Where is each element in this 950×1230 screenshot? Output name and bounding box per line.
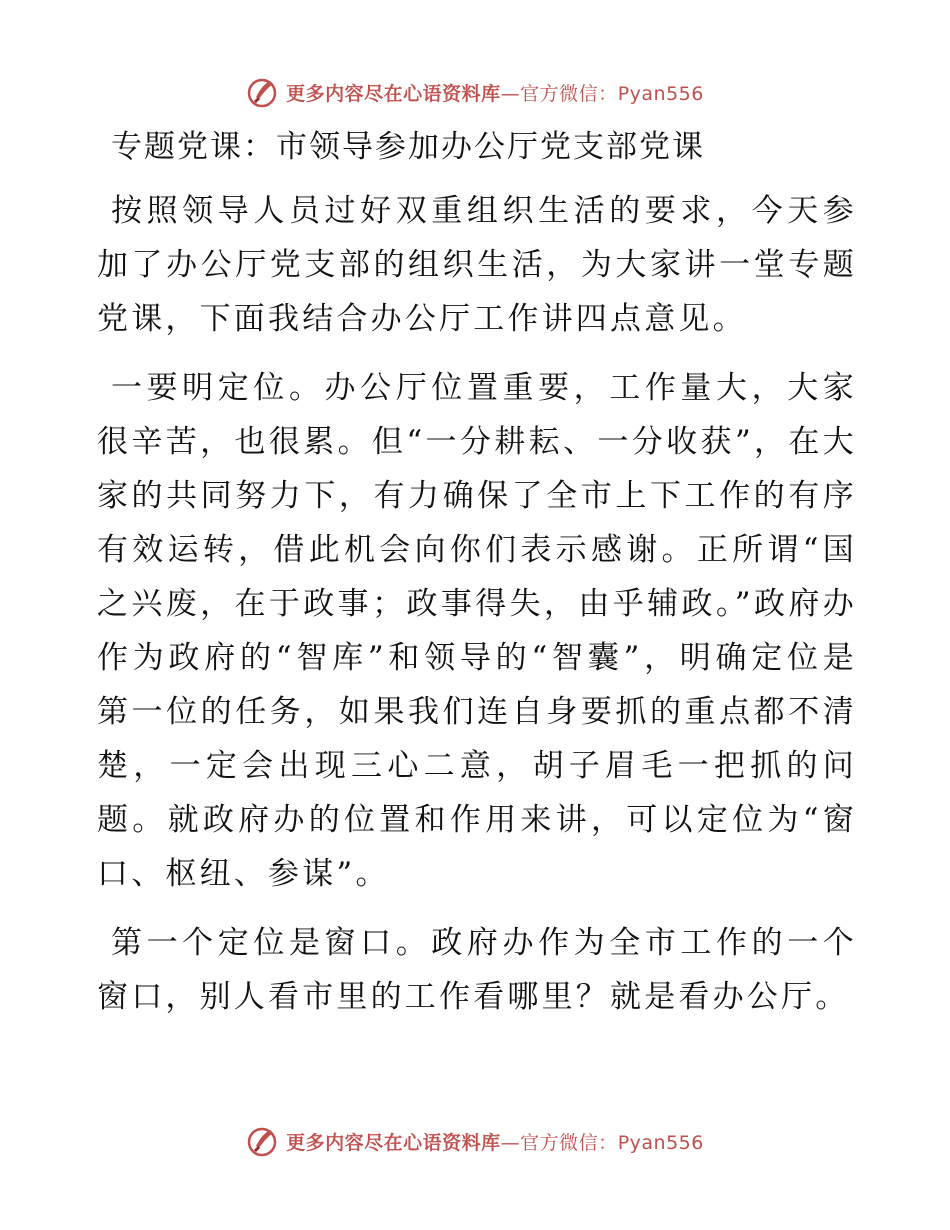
paragraph-window: 第一个定位是窗口。政府办作为全市工作的一个窗口，别人看市里的工作看哪里？就是看办公厅。: [97, 925, 857, 1015]
paragraph-intro: 按照领导人员过好双重组织生活的要求，今天参加了办公厅党支部的组织生活，为大家讲一堂专题党课，下面我结合办公厅工作讲四点意见。: [97, 193, 857, 337]
header-watermark: [0, 72, 950, 112]
watermark-text: 更多内容尽在心语资料库—官方微信：Pyan556: [286, 82, 704, 105]
footer-watermark: [0, 1121, 950, 1161]
brush-seal-logo-icon: [246, 1124, 280, 1158]
watermark-text: 更多内容尽在心语资料库—官方微信：Pyan556: [286, 1131, 704, 1154]
paragraph-positioning: 一要明定位。办公厅位置重要，工作量大，大家很辛苦，也很累。但“一分耕耘、一分收获”，在大家的共同努力下，有力确保了全市上下工作的有序有效运转，借此机会向你们表示感谢。正所谓“国之兴废，在于政事；政事得失，由乎辅政。”政府办作为政府的“智库”和领导的“智囊”，明确定位是第一位的任务，如果我们连自身要抓的重点都不清楚，一定会出现三心二意，胡子眉毛一把抓的问题。就政府办的位置和作用来讲，可以定位为“窗口、枢纽、参谋”。: [97, 370, 857, 892]
document-body: [97, 124, 857, 1039]
brush-seal-logo-icon: [246, 75, 280, 109]
document-title: 专题党课：市领导参加办公厅党支部党课: [111, 129, 705, 165]
